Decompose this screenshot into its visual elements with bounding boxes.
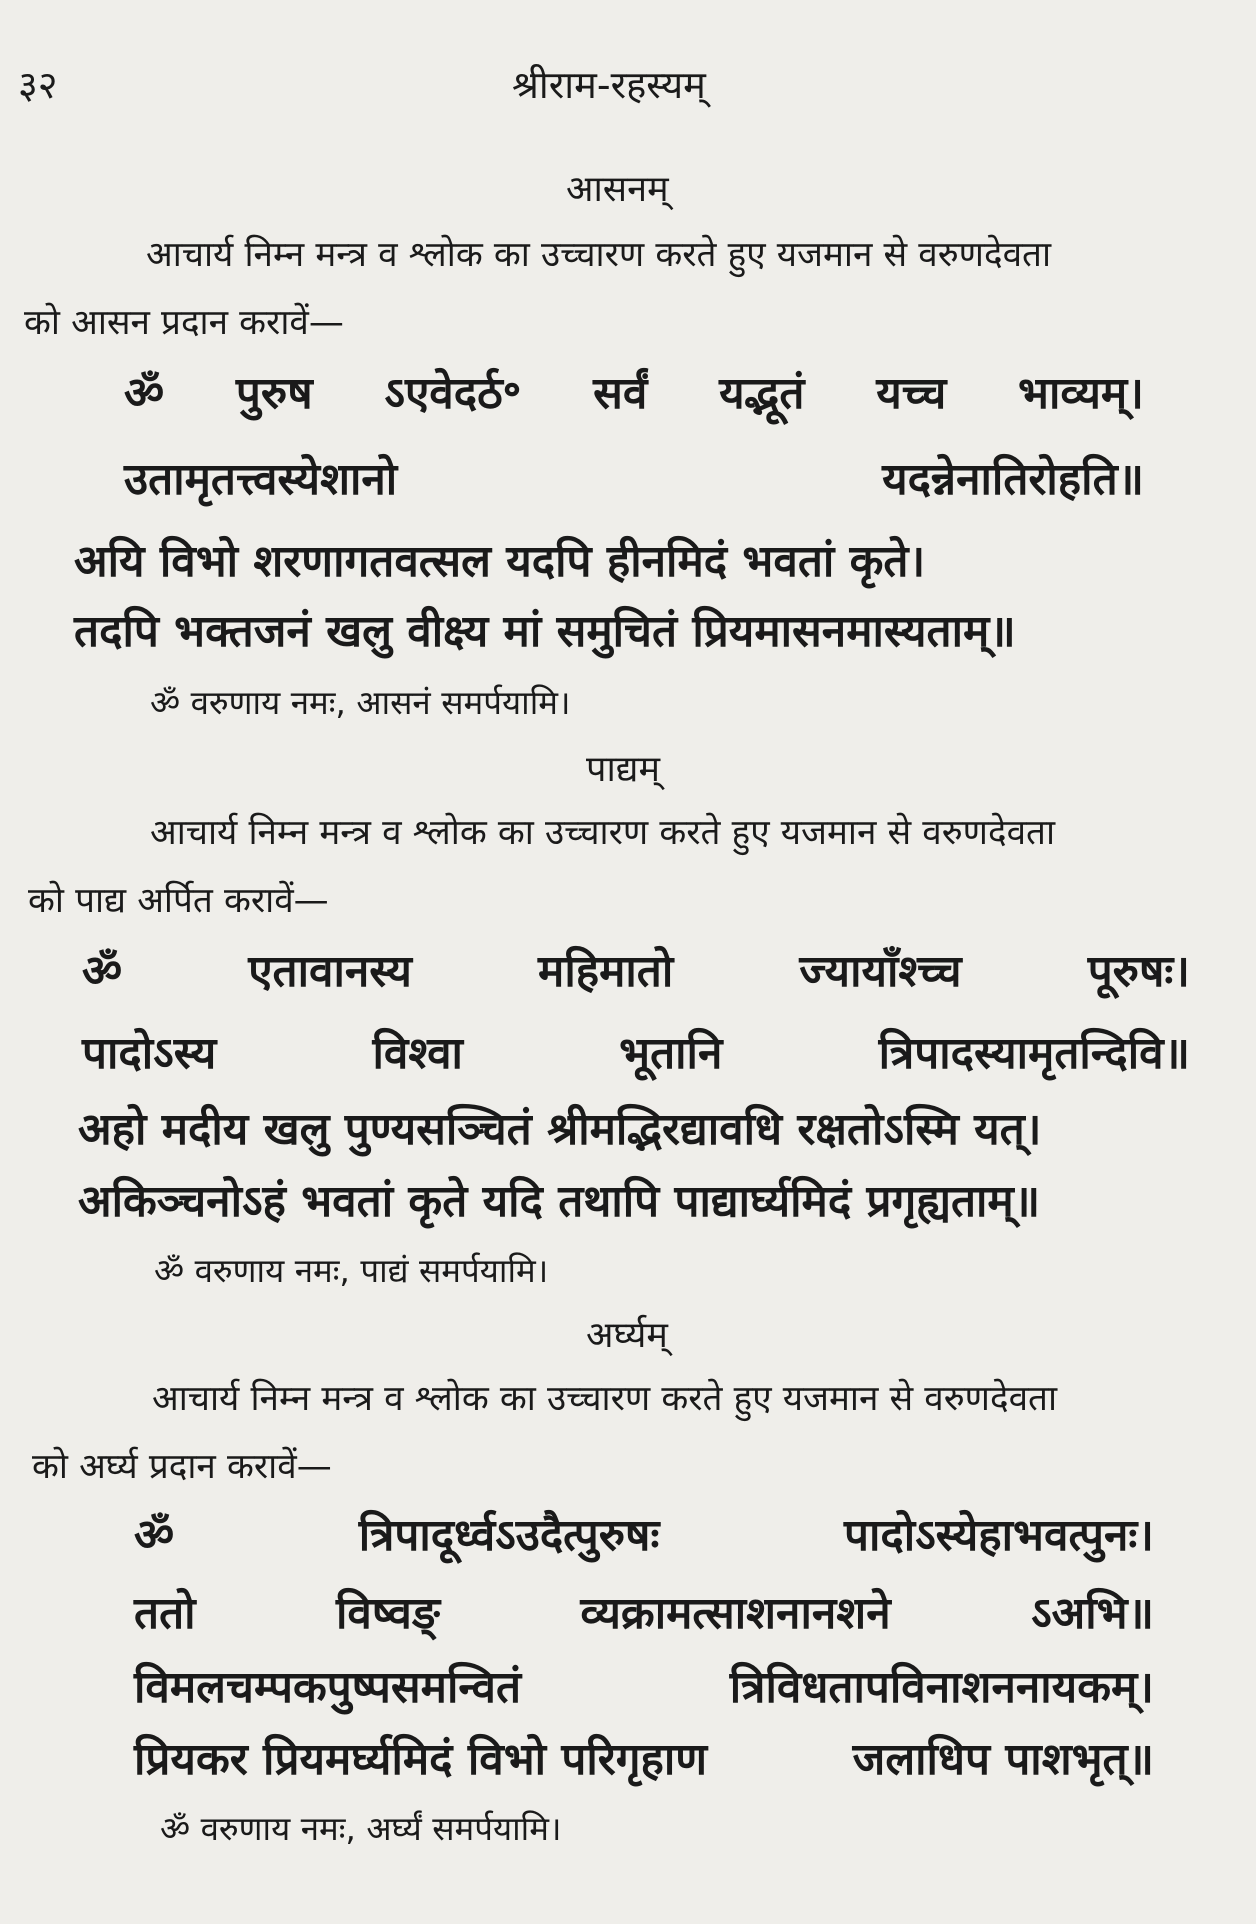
shloka-part: विमलचम्पकपुष्पसमन्वितं bbox=[134, 1662, 522, 1713]
instruction-line: आचार्य निम्न मन्त्र व श्लोक का उच्चारण करते हुए यजमान से वरुणदेवता bbox=[150, 813, 1056, 853]
mantra-word: विश्वा bbox=[372, 1028, 463, 1079]
shloka-line: अयि विभो शरणागतवत्सल यदपि हीनमिदं भवतां कृते। bbox=[74, 536, 926, 587]
mantra-word: सर्वं bbox=[593, 368, 648, 419]
shloka-line: अहो मदीय खलु पुण्यसञ्चितं श्रीमद्भिरद्यावधि रक्षतोऽस्मि यत्। bbox=[78, 1104, 1042, 1155]
shloka-part: त्रिविधतापविनाशननायकम्। bbox=[729, 1662, 1154, 1713]
mantra-word: त्रिपादस्यामृतन्दिवि॥ bbox=[878, 1028, 1190, 1079]
mantra-word: यच्च bbox=[876, 368, 947, 419]
mantra-word: उतामृतत्त्वस्येशानो bbox=[124, 454, 398, 505]
mantra-word: त्रिपादूर्ध्वऽउदैत्पुरुषः bbox=[358, 1510, 660, 1561]
mantra-word: यद्भूतं bbox=[719, 368, 805, 419]
mantra-line bbox=[124, 368, 1144, 419]
mantra-word: भूतानि bbox=[619, 1028, 723, 1079]
mantra-word: ॐ bbox=[124, 368, 165, 419]
mantra-line bbox=[82, 1028, 1190, 1079]
mantra-word: ऽअभि॥ bbox=[1031, 1588, 1154, 1639]
mantra-word: महिमातो bbox=[538, 946, 674, 997]
instruction-line: को आसन प्रदान करावें— bbox=[24, 303, 344, 343]
mantra-word: व्यक्रामत्साशनानशने bbox=[580, 1588, 891, 1639]
mantra-word: ॐ bbox=[134, 1510, 175, 1561]
offering-line: ॐ वरुणाय नमः, आसनं समर्पयामि। bbox=[150, 683, 571, 722]
mantra-word: पादोऽस्येहाभवत्पुनः। bbox=[843, 1510, 1154, 1561]
mantra-line bbox=[82, 946, 1190, 997]
mantra-word: यदन्नेनातिरोहति॥ bbox=[882, 454, 1144, 505]
shloka-line: अकिञ्चनोऽहं भवतां कृते यदि तथापि पाद्यार्घ्यमिदं प्रगृह्यताम्॥ bbox=[78, 1176, 1041, 1227]
mantra-word: ततो bbox=[134, 1588, 196, 1639]
instruction-line: को पाद्य अर्पित करावें— bbox=[28, 881, 329, 921]
instruction-line: आचार्य निम्न मन्त्र व श्लोक का उच्चारण करते हुए यजमान से वरुणदेवता bbox=[146, 235, 1052, 275]
section-title-asanam: आसनम् bbox=[566, 169, 669, 210]
instruction-line: को अर्घ्य प्रदान करावें— bbox=[32, 1447, 332, 1487]
mantra-word: पूरुषः। bbox=[1087, 946, 1190, 997]
instruction-line: आचार्य निम्न मन्त्र व श्लोक का उच्चारण करते हुए यजमान से वरुणदेवता bbox=[152, 1379, 1058, 1419]
mantra-word: ॐ bbox=[82, 946, 123, 997]
running-title: श्रीराम-रहस्यम् bbox=[512, 63, 706, 107]
mantra-word: ऽएवेदर्ठ॰ bbox=[384, 368, 522, 419]
shloka-part: जलाधिप पाशभृत्॥ bbox=[852, 1734, 1154, 1785]
section-title-padyam: पाद्यम् bbox=[586, 749, 660, 790]
mantra-word: भाव्यम्। bbox=[1018, 368, 1144, 419]
section-title-arghyam: अर्घ्यम् bbox=[586, 1315, 668, 1356]
mantra-word: विष्वङ् bbox=[336, 1588, 440, 1639]
mantra-line bbox=[134, 1510, 1154, 1561]
mantra-line bbox=[124, 454, 1144, 505]
mantra-word: एतावानस्य bbox=[248, 946, 412, 997]
mantra-word: ज्यायाँश्च्च bbox=[799, 946, 962, 997]
shloka-line bbox=[134, 1662, 1154, 1713]
shloka-line bbox=[134, 1734, 1154, 1785]
mantra-line bbox=[134, 1588, 1154, 1639]
mantra-word: पुरुष bbox=[235, 368, 313, 419]
shloka-part: प्रियकर प्रियमर्घ्यमिदं विभो परिगृहाण bbox=[134, 1734, 708, 1785]
offering-line: ॐ वरुणाय नमः, पाद्यं समर्पयामि। bbox=[154, 1251, 549, 1290]
shloka-line: तदपि भक्तजनं खलु वीक्ष्य मां समुचितं प्रियमासनमास्यताम्॥ bbox=[74, 606, 1016, 657]
page-number: ३२ bbox=[18, 63, 58, 107]
offering-line: ॐ वरुणाय नमः, अर्घ्यं समर्पयामि। bbox=[160, 1809, 562, 1848]
mantra-word: पादोऽस्य bbox=[82, 1028, 217, 1079]
